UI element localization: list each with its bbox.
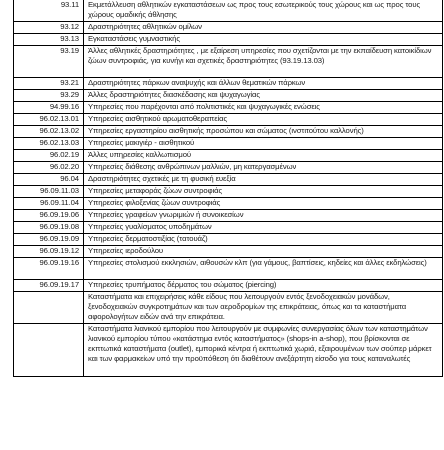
activity-code: 96.09.11.04 (14, 198, 84, 210)
activity-description: Υπηρεσίες εργαστηρίου αισθητικής προσώπου και σώματος (ινστιτούτου καλλονής) (84, 126, 443, 138)
activity-description: Υπηρεσίες αισθητικού αρωματοθεραπείας (84, 114, 443, 126)
table-row (14, 210, 443, 222)
activity-code: 96.09.19.09 (14, 234, 84, 246)
activity-code: 94.99.16 (14, 102, 84, 114)
activity-code: 93.12 (14, 22, 84, 34)
activity-code: 93.19 (14, 46, 84, 78)
table-row (14, 78, 443, 90)
activity-description: Δραστηριότητες σχετικές με τη φυσική ευεξία (84, 174, 443, 186)
table-row (14, 162, 443, 174)
table-row (14, 0, 443, 22)
table-row (14, 198, 443, 210)
activity-code: 93.29 (14, 90, 84, 102)
activity-code (14, 324, 84, 377)
activity-description: Υπηρεσίες που παρέχονται από πολιτιστικές και ψυχαγωγικές ενώσεις (84, 102, 443, 114)
activity-code: 93.11 (14, 0, 84, 22)
activity-description: Υπηρεσίες φιλοξενίας ζώων συντροφιάς (84, 198, 443, 210)
table-row (14, 222, 443, 234)
table-row (14, 34, 443, 46)
activity-code (14, 292, 84, 324)
activity-description: Καταστήματα και επιχειρήσεις κάθε είδους που λειτουργούν εντός ξενοδοχειακών μονάδων, ξενοδοχειακών συγκροτημάτων και των αεροδρομίων της επικράτειας, όπως και τα καταστήματα αφορολογήτων ειδών ανά την επικράτεια. (84, 292, 443, 324)
activity-code: 96.09.11.03 (14, 186, 84, 198)
activity-code: 96.09.19.17 (14, 280, 84, 292)
activity-code: 93.13 (14, 34, 84, 46)
table-row (14, 138, 443, 150)
activity-code: 96.09.19.06 (14, 210, 84, 222)
activity-code: 96.02.13.01 (14, 114, 84, 126)
activity-code: 96.02.20 (14, 162, 84, 174)
activity-description: Υπηρεσίες μακιγιέρ - αισθητικού (84, 138, 443, 150)
activity-code: 96.09.19.16 (14, 258, 84, 280)
activity-code: 96.09.19.08 (14, 222, 84, 234)
activity-description: Εκμετάλλευση αθλητικών εγκαταστάσεων ως προς τους εσωτερικούς τους χώρους και ως προς τους χώρους ομαδικής άθλησης (84, 0, 443, 22)
table-row (14, 324, 443, 377)
activity-code: 96.04 (14, 174, 84, 186)
activity-description: Υπηρεσίες διάθεσης ανθρώπινων μαλλιών, μη κατεργασμένων (84, 162, 443, 174)
activity-description: Υπηρεσίες τρυπήματος δέρματος του σώματος (piercing) (84, 280, 443, 292)
table-row (14, 90, 443, 102)
activity-description: Άλλες υπηρεσίες καλλωπισμού (84, 150, 443, 162)
table-row (14, 234, 443, 246)
table-row (14, 292, 443, 324)
table-row (14, 114, 443, 126)
activity-description: Υπηρεσίες γυαλίσματος υποδημάτων (84, 222, 443, 234)
table-row (14, 186, 443, 198)
activity-description: Άλλες αθλητικές δραστηριότητες , με εξαίρεση υπηρεσίες που σχετίζονται με την εκπαίδευση κατοικίδιων ζώων συντροφιάς, για κυνήγι και σχετικές δραστηριότητες (93.19.13.03) (84, 46, 443, 78)
activity-description: Δραστηριότητες πάρκων αναψυχής και άλλων θεματικών πάρκων (84, 78, 443, 90)
activity-description: Εγκαταστάσεις γυμναστικής (84, 34, 443, 46)
activity-code: 96.02.19 (14, 150, 84, 162)
table-row (14, 102, 443, 114)
activity-description: Υπηρεσίες δερματοστιξίας (τατουάζ) (84, 234, 443, 246)
activity-description: Δραστηριότητες αθλητικών ομίλων (84, 22, 443, 34)
activity-description: Υπηρεσίες μεταφοράς ζώων συντροφιάς (84, 186, 443, 198)
activity-code: 96.02.13.02 (14, 126, 84, 138)
activity-description: Υπηρεσίες γραφείων γνωριμιών ή συνοικεσίων (84, 210, 443, 222)
activity-description: Υπηρεσίες ιεροδούλου (84, 246, 443, 258)
table-row (14, 150, 443, 162)
table-row (14, 246, 443, 258)
table-row (14, 174, 443, 186)
activity-description: Υπηρεσίες στολισμού εκκλησιών, αιθουσών κλπ (για γάμους, βαπτίσεις, κηδείες και άλλες εκδηλώσεις) (84, 258, 443, 280)
activity-description: Καταστήματα λιανικού εμπορίου που λειτουργούν με συμφωνίες συνεργασίας όλων των καταστημάτων λιανικού εμπορίου τύπου «κατάστημα εντός καταστήματος» (shops-in a-shop), που βρίσκονται σε εκπτωτικά καταστήματα (outlet), εμπορικά κέντρα ή εκπτωτικά χωριά, εξαιρουμένων των σούπερ μάρκετ και των φαρμακείων υπό την προϋπόθεση ότι διαθέτουν ανεξάρτητη είσοδο για τους καταναλωτές (84, 324, 443, 377)
activity-code: 93.21 (14, 78, 84, 90)
table-row (14, 46, 443, 78)
activity-code-table (13, 0, 443, 377)
table-row (14, 126, 443, 138)
table-row (14, 280, 443, 292)
activity-code: 96.09.19.12 (14, 246, 84, 258)
table-row (14, 22, 443, 34)
activity-description: Άλλες δραστηριότητες διασκέδασης και ψυχαγωγίας (84, 90, 443, 102)
table-row (14, 258, 443, 280)
activity-code: 96.02.13.03 (14, 138, 84, 150)
